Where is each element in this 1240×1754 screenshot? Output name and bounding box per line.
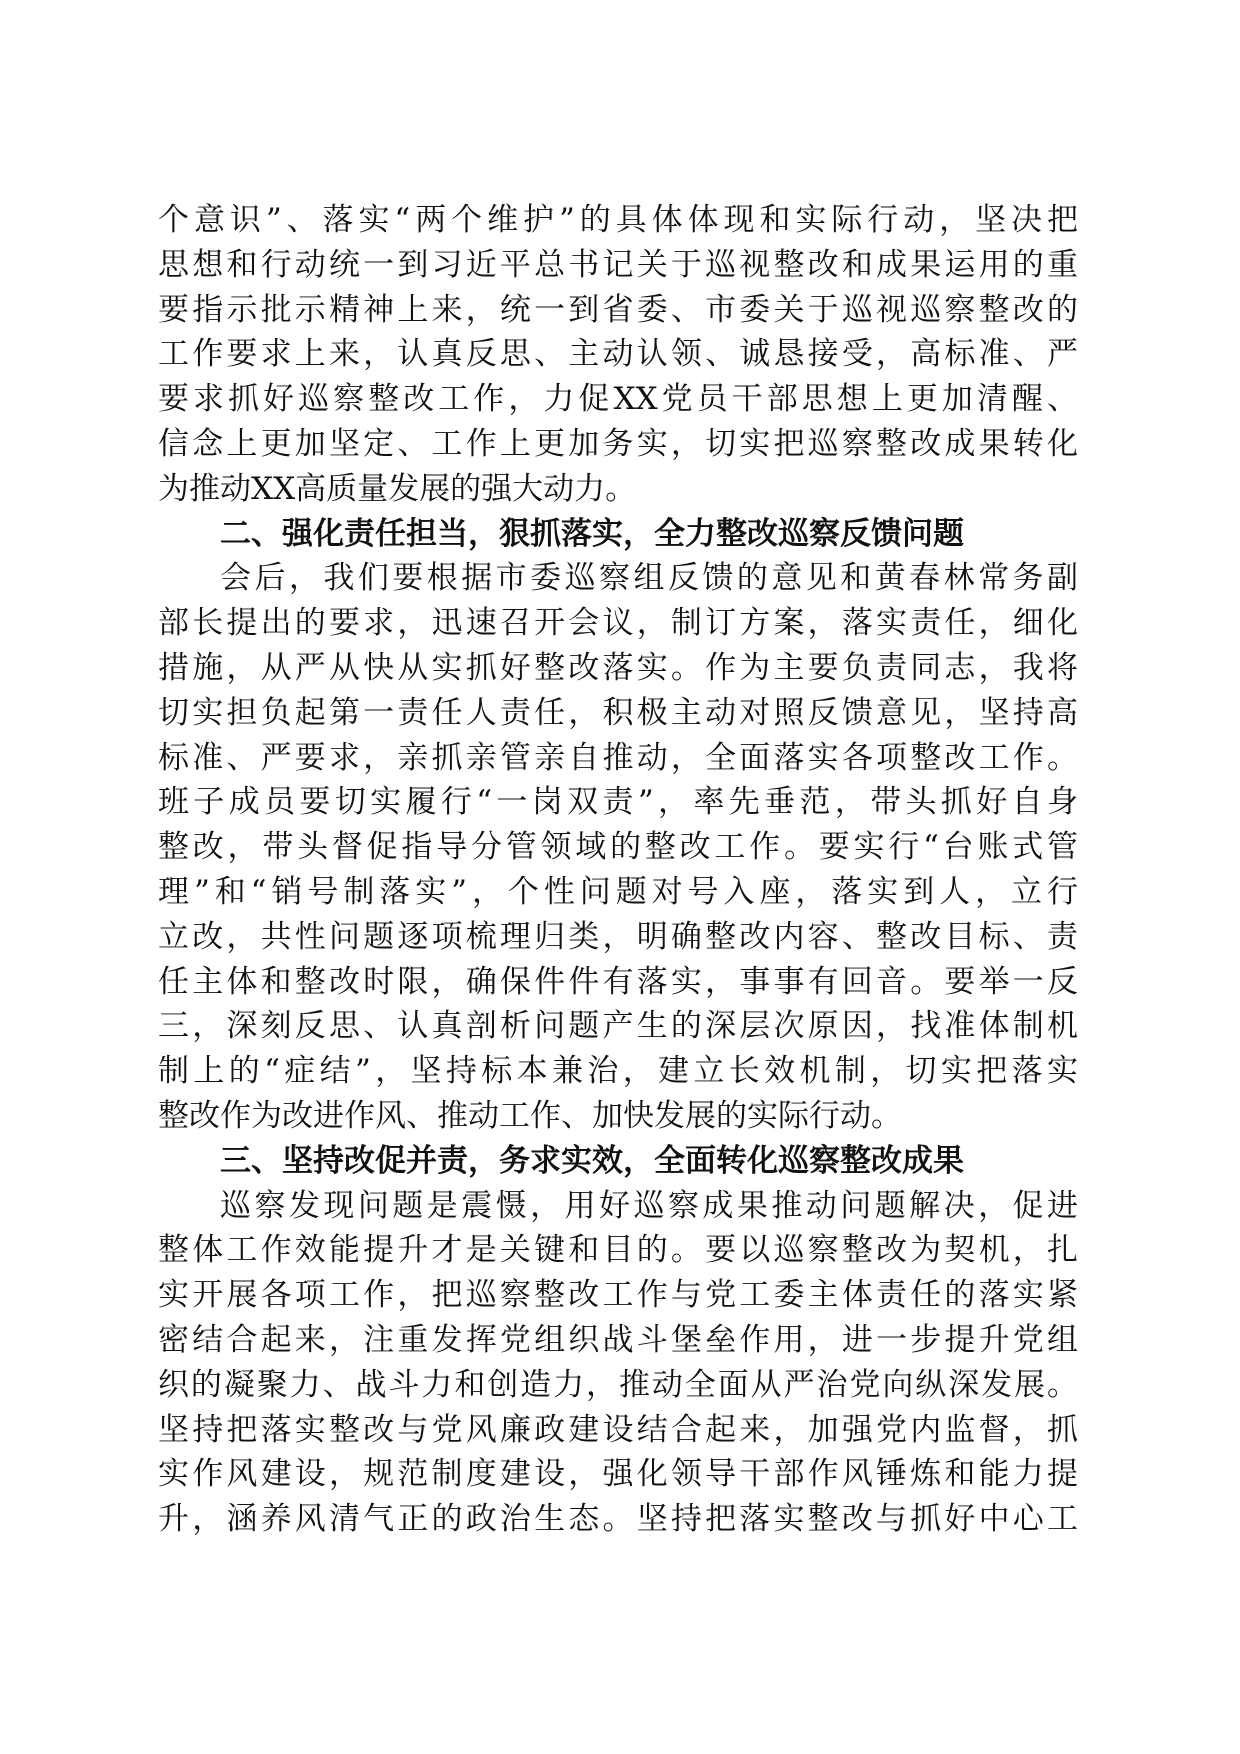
body-line: 升，涵养风清气正的政治生态。坚持把落实整改与抓好中心工 [158, 1501, 1078, 1538]
body-line: 措施，从严从快从实抓好整改落实。作为主要负责同志，我将 [158, 649, 1078, 686]
body-line: 织的凝聚力、战斗力和创造力，推动全面从严治党向纵深发展。 [158, 1366, 1078, 1403]
document-body [158, 198, 1078, 1542]
body-line: 班子成员要切实履行“一岗双责”，率先垂范，带头抓好自身 [158, 784, 1078, 821]
paragraph-first-line: 巡察发现问题是震慑，用好巡察成果推动问题解决，促进 [220, 1187, 1078, 1224]
section-heading: 二、强化责任担当，狠抓落实，全力整改巡察反馈问题 [220, 515, 964, 552]
body-line: 整体工作效能提升才是关键和目的。要以巡察整改为契机，扎 [158, 1232, 1078, 1269]
body-line: 密结合起来，注重发挥党组织战斗堡垒作用，进一步提升党组 [158, 1321, 1078, 1358]
body-line: 实开展各项工作，把巡察整改工作与党工委主体责任的落实紧 [158, 1277, 1078, 1314]
body-line: 思想和行动统一到习近平总书记关于巡视整改和成果运用的重 [158, 246, 1078, 283]
body-line: 工作要求上来，认真反思、主动认领、诚恳接受，高标准、严 [158, 336, 1078, 373]
paragraph-first-line: 会后，我们要根据市委巡察组反馈的意见和黄春林常务副 [220, 560, 1078, 597]
body-line: 制上的“症结”，坚持标本兼治，建立长效机制，切实把落实 [158, 1053, 1078, 1090]
body-line: 坚持把落实整改与党风廉政建设结合起来，加强党内监督，抓 [158, 1411, 1078, 1448]
body-line: 切实担负起第一责任人责任，积极主动对照反馈意见，坚持高 [158, 694, 1078, 731]
body-line: 个意识”、落实“两个维护”的具体体现和实际行动，坚决把 [158, 202, 1078, 238]
body-line: 要指示批示精神上来，统一到省委、市委关于巡视巡察整改的 [158, 291, 1078, 328]
body-line: 整改，带头督促指导分管领域的整改工作。要实行“台账式管 [158, 829, 1078, 866]
body-line: 理”和“销号制落实”，个性问题对号入座，落实到人，立行 [158, 873, 1078, 910]
body-line: 为推动XX高质量发展的强大动力。 [158, 470, 637, 507]
body-line: 实作风建设，规范制度建设，强化领导干部作风锤炼和能力提 [158, 1456, 1078, 1493]
body-line: 要求抓好巡察整改工作，力促XX党员干部思想上更加清醒、 [158, 381, 1078, 418]
body-line: 任主体和整改时限，确保件件有落实，事事有回音。要举一反 [158, 963, 1078, 1000]
body-line: 部长提出的要求，迅速召开会议，制订方案，落实责任，细化 [158, 605, 1078, 642]
body-line: 三，深刻反思、认真剖析问题产生的深层次原因，找准体制机 [158, 1008, 1078, 1045]
body-line: 信念上更加坚定、工作上更加务实，切实把巡察整改成果转化 [158, 425, 1078, 462]
body-line: 整改作为改进作风、推动工作、加快发展的实际行动。 [158, 1097, 902, 1134]
section-heading: 三、坚持改促并责，务求实效，全面转化巡察整改成果 [220, 1142, 964, 1179]
body-line: 标准、严要求，亲抓亲管亲自推动，全面落实各项整改工作。 [158, 739, 1078, 776]
body-line: 立改，共性问题逐项梳理归类，明确整改内容、整改目标、责 [158, 918, 1078, 955]
